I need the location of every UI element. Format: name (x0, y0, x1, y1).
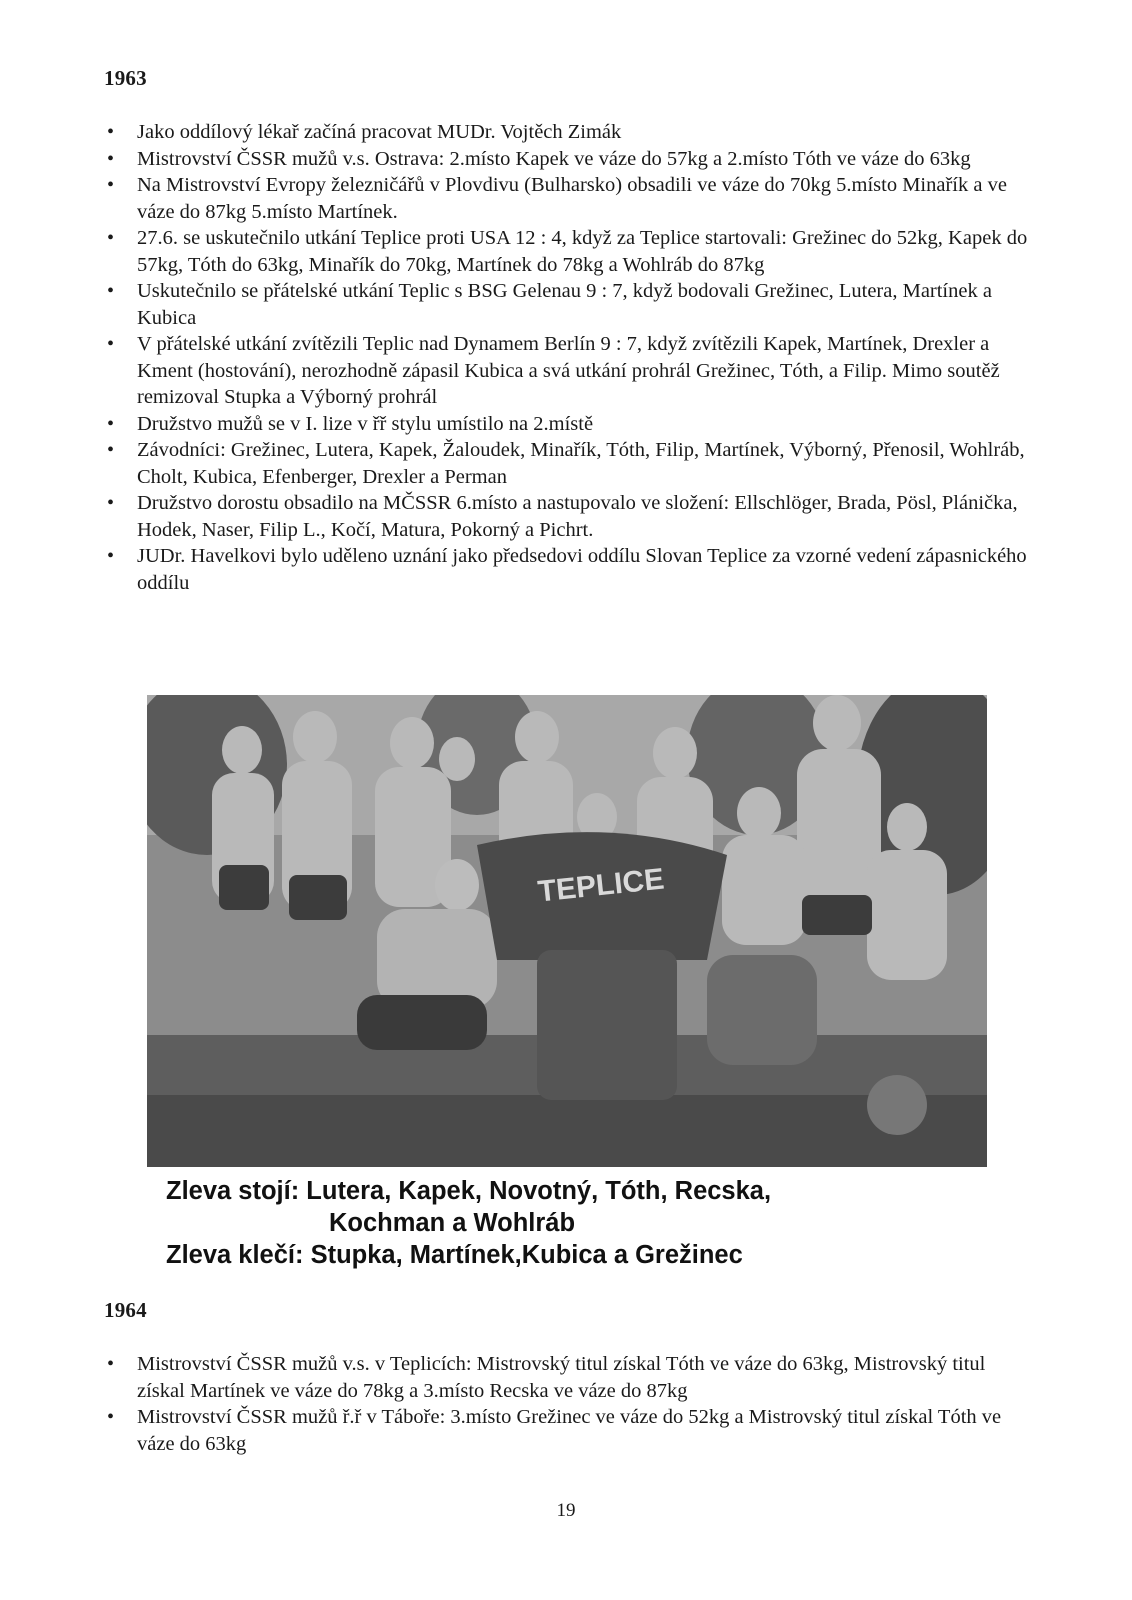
list-item: • Závodníci: Grežinec, Lutera, Kapek, Žaloudek, Minařík, Tóth, Filip, Martínek, Výborný, Přenosil, Wohlráb, Cholt, Kubica, Efenberger, Drexler a Perman (104, 437, 1034, 490)
list-item: • Družstvo mužů se v I. lize v řř stylu umístilo na 2.místě (104, 411, 1034, 438)
list-item: • Jako oddílový lékař začíná pracovat MUDr. Vojtěch Zimák (104, 119, 1034, 146)
list-item: • Mistrovství ČSSR mužů v.s. v Teplicích: Mistrovský titul získal Tóth ve váze do 63kg, Mistrovský titul získal Martínek ve váze do 78kg a 3.místo Recska ve váze do 87kg (104, 1351, 1034, 1404)
list-item: • Na Mistrovství Evropy železničářů v Plovdivu (Bulharsko) obsadili ve váze do 70kg 5.místo Minařík a ve váze do 87kg 5.místo Martínek. (104, 172, 1034, 225)
list-item: • Mistrovství ČSSR mužů v.s. Ostrava: 2.místo Kapek ve váze do 57kg a 2.místo Tóth ve váze do 63kg (104, 146, 1034, 173)
entries-list-1963 (104, 119, 1034, 596)
list-item: • JUDr. Havelkovi bylo uděleno uznání jako předsedovi oddílu Slovan Teplice za vzorné vedení zápasnického oddílu (104, 543, 1034, 596)
photo-caption-line-3: Zleva klečí: Stupka, Martínek,Kubica a Grežinec (166, 1241, 743, 1269)
photo-caption-line-2: Kochman a Wohlráb (329, 1209, 576, 1237)
photo-caption-line-1: Zleva stojí: Lutera, Kapek, Novotný, Tóth, Recska, (166, 1177, 772, 1205)
page-number: 19 (556, 1500, 576, 1521)
team-photo (147, 695, 987, 1167)
shirt-lettering: TEPLICE (536, 862, 666, 909)
list-item: • Uskutečnilo se přátelské utkání Teplic s BSG Gelenau 9 : 7, když bodovali Grežinec, Lutera, Martínek a Kubica (104, 278, 1034, 331)
list-item: • 27.6. se uskutečnilo utkání Teplice proti USA 12 : 4, když za Teplice startovali: Grežinec do 52kg, Kapek do 57kg, Tóth do 63kg, Minařík do 70kg, Martínek do 78kg a Wohlráb do 87kg (104, 225, 1034, 278)
year-heading-1963: 1963 (104, 66, 147, 90)
list-item: • Družstvo dorostu obsadilo na MČSSR 6.místo a nastupovalo ve složení: Ellschlöger, Brada, Pösl, Plánička, Hodek, Naser, Filip L., Kočí, Matura, Pokorný a Pichrt. (104, 490, 1034, 543)
year-heading-1964: 1964 (104, 1298, 147, 1322)
list-item: • Mistrovství ČSSR mužů ř.ř v Táboře: 3.místo Grežinec ve váze do 52kg a Mistrovský titul získal Tóth ve váze do 63kg (104, 1404, 1034, 1457)
entries-list-1964 (104, 1351, 1034, 1457)
list-item: • V přátelské utkání zvítězili Teplic nad Dynamem Berlín 9 : 7, když zvítězili Kapek, Martínek, Drexler a Kment (hostování), nerozhodně zápasil Kubica a svá utkání prohrál Grežinec, Tóth, a Filip. Mimo soutěž remizoval Stupka a Výborný prohrál (104, 331, 1034, 411)
